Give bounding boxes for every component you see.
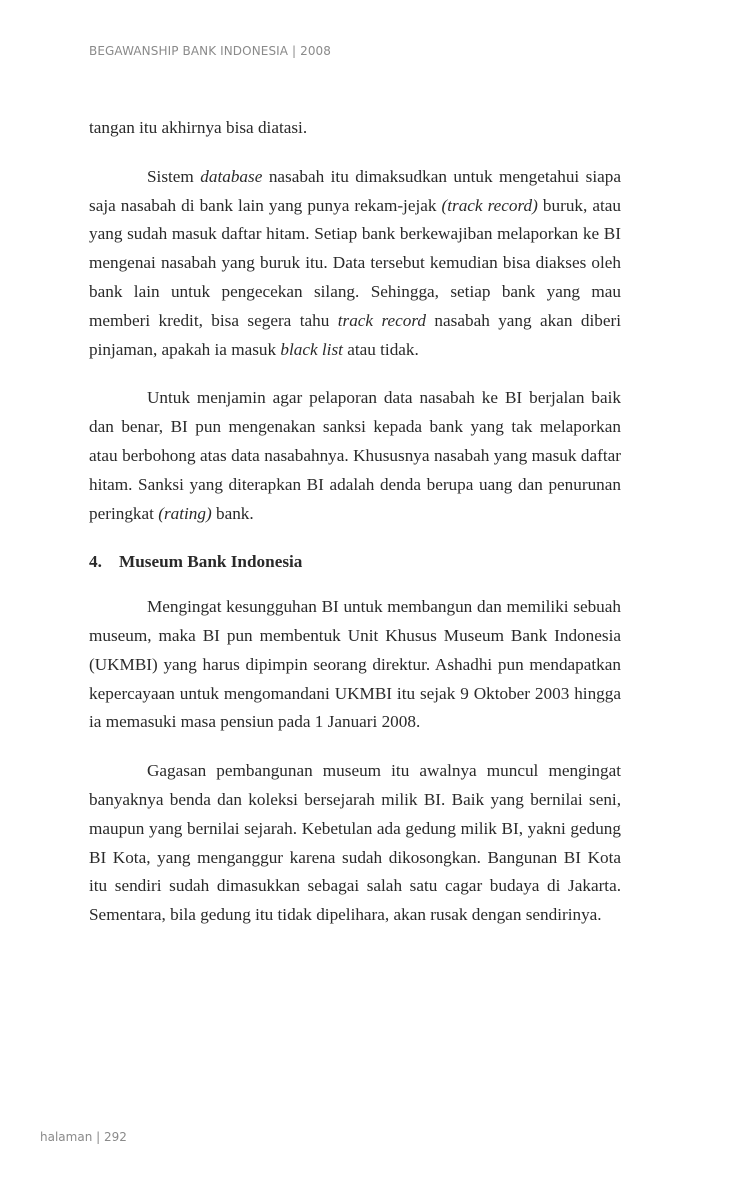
page-body bbox=[89, 114, 621, 950]
paragraph-continuation: tangan itu akhirnya bisa diatasi. bbox=[89, 118, 308, 137]
text-span: buruk, atau yang sudah masuk daftar hitam. Setiap bank berkewajiban melaporkan ke BI mengenai nasabah yang buruk itu. Data tersebut kemudian bisa diakses oleh bank lain untuk pengecekan silang. Sehingga, setiap bank yang mau memberi kredit, bisa segera tahu bbox=[89, 195, 621, 330]
italic-term: track record bbox=[337, 310, 427, 330]
running-header: BEGAWANSHIP BANK INDONESIA | 2008 bbox=[89, 44, 332, 58]
italic-term: database bbox=[200, 166, 263, 186]
italic-term: (track record) bbox=[441, 195, 538, 215]
text-span: Untuk menjamin agar pelaporan data nasabah ke BI berjalan baik dan benar, BI pun mengenakan sanksi kepada bank yang tak melaporkan atau berbohong atas data nasabahnya. Khususnya nasabah yang masuk daftar hitam. Sanksi yang diterapkan BI adalah denda berupa uang dan penurunan peringkat bbox=[89, 388, 621, 523]
paragraph-database bbox=[89, 163, 621, 365]
paragraph-ukmbi: Mengingat kesungguhan BI untuk membangun dan memiliki sebuah museum, maka BI pun membentuk Unit Khusus Museum Bank Indonesia (UKMBI) yang harus dipimpin seorang direktur. Ashadhi pun mendapatkan kepercayaan untuk mengomandani UKMBI itu sejak 9 Oktober 2003 hingga ia memasuki masa pensiun pada 1 Januari 2008. bbox=[89, 597, 621, 732]
italic-term: (rating) bbox=[158, 503, 212, 523]
section-title: Museum Bank Indonesia bbox=[119, 552, 303, 572]
text-span: atau tidak. bbox=[342, 339, 419, 359]
page-number-footer: halaman | 292 bbox=[40, 1130, 127, 1144]
text-span: bank. bbox=[211, 503, 254, 523]
paragraph-gagasan: Gagasan pembangunan museum itu awalnya muncul mengingat banyaknya benda dan koleksi bersejarah milik BI. Baik yang bernilai seni, maupun yang bernilai sejarah. Kebetulan ada gedung milik BI, yakni gedung BI Kota, yang menganggur karena sudah dikosongkan. Bangunan BI Kota itu sendiri sudah dimasukkan sebagai salah satu cagar budaya di Jakarta. Sementara, bila gedung itu tidak dipelihara, akan rusak dengan sendirinya. bbox=[89, 761, 621, 925]
text-span: nasabah yang akan diberi pinjaman, apakah ia masuk bbox=[89, 310, 621, 359]
italic-term: black list bbox=[280, 339, 343, 359]
text-span: nasabah itu dimaksudkan untuk mengetahui siapa saja nasabah di bank lain yang punya rekam-jejak bbox=[89, 166, 621, 215]
section-number: 4. bbox=[89, 552, 102, 572]
paragraph-sanksi bbox=[89, 384, 621, 528]
section-heading bbox=[89, 548, 621, 577]
text-span: Sistem bbox=[147, 166, 201, 186]
